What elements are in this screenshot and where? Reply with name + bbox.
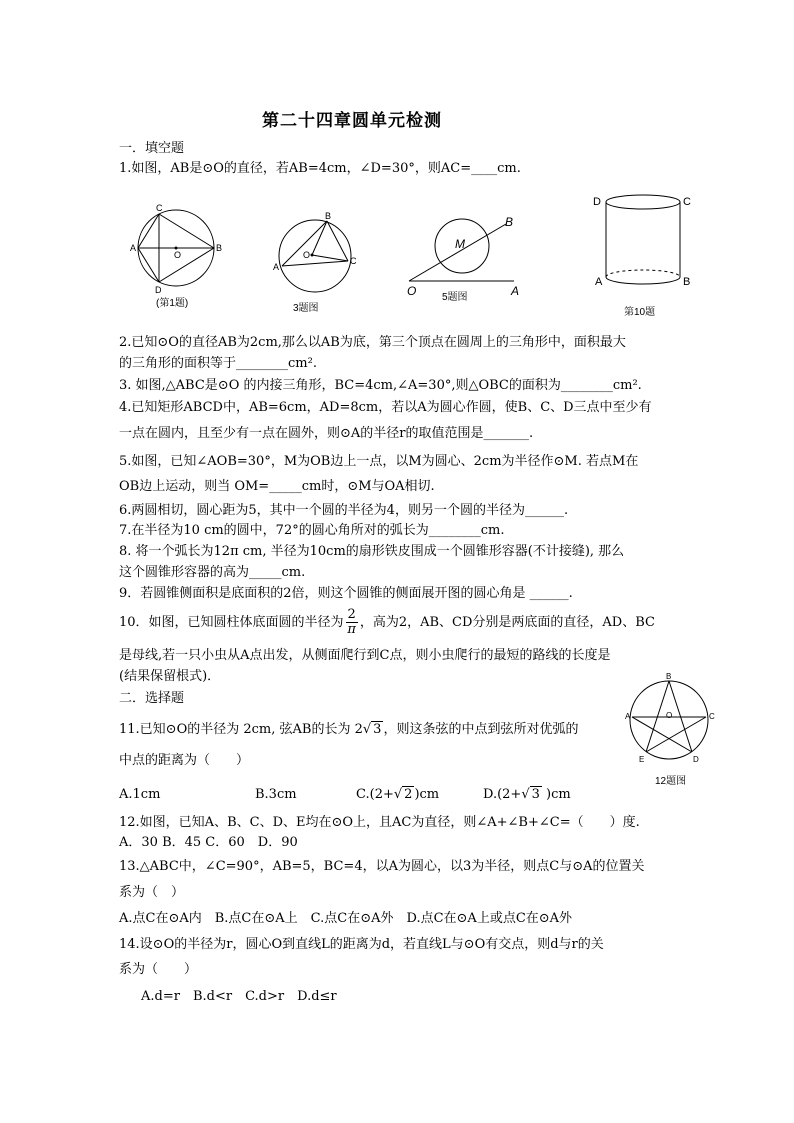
fig10-label-b: B [683,276,691,288]
fig5-label-a: A [511,284,520,298]
sqrt-radicand: 3 [373,722,382,737]
fig12-caption: 12题图 [655,776,687,787]
section-fill-blank-heading: 一．填空题 [119,141,185,156]
question-4-line-1: 4.已知矩形ABCD中，AB=6cm，AD=8cm，若以A为圆心作圆，使B、C、D三点中至少有 [119,400,652,415]
question-11-line-1 [119,720,578,740]
fig1-label-a: A [130,243,137,253]
question-11-suffix: ，则这条弦的中点到弦所对优弧的 [383,722,579,737]
fig1-label-o: O [174,250,182,260]
figure-5-angle-circle-diagram [404,212,529,307]
fig5-label-o: O [407,284,417,298]
sqrt-sign: √ [362,722,372,737]
question-14-options: A.d=r B.d<r C.d>r D.d≤r [141,989,337,1004]
question-10-line-2: 是母线,若一只小虫从A点出发，从侧面爬行到C点，则小虫爬行的最短的路线的长度是 [119,648,611,663]
question-11-prefix: 11.已知⊙O的半径为 2cm, 弦AB的长为 2 [119,722,363,737]
question-13-options: A.点C在⊙A内 B.点C在⊙A上 C.点C在⊙A外 D.点C在⊙A上或点C在⊙A外 [119,911,573,926]
question-1: 1.如图，AB是⊙O的直径，若AB=4cm，∠D=30°，则AC=____cm. [119,161,521,176]
fig12-label-c: C [709,712,715,721]
option-d-suffix: )cm [541,787,571,802]
figure-10-cylinder-diagram [590,190,705,320]
question-10-line-1 [119,608,655,638]
question-11-line-2: 中点的距离为（ ） [119,753,250,768]
fig5-label-b: B [505,215,514,229]
fig12-label-a: A [625,712,631,721]
fig10-label-d: D [593,196,601,208]
question-2-line-1: 2.已知⊙O的直径AB为2cm,那么以AB为底，第三个顶点在圆周上的三角形中，面积最大 [119,335,626,350]
fig3-label-b: B [325,211,332,221]
fig5-label-m: M [455,237,465,251]
question-13-line-2: 系为（ ） [119,885,185,900]
question-4-line-2: 一点在圆内，且至少有一点在圆外，则⊙A的半径r的取值范围是_______. [119,426,534,441]
fig5-caption: 5题图 [442,292,468,303]
question-12-options: A．30 B．45 C．60 D．90 [119,835,298,850]
fraction-numerator: 2 [347,607,356,622]
fig1-caption: (第1题) [156,298,189,309]
fig12-label-b: B [666,672,672,681]
question-8-line-2: 这个圆锥形容器的高为_____cm. [119,565,306,580]
fig10-caption: 第10题 [624,307,656,318]
option-b: B.3cm [255,787,297,802]
question-6: 6.两圆相切，圆心距为5，其中一个圆的半径为4，则另一个圆的半径为______. [119,503,569,518]
question-10-suffix: ，高为2，AB、CD分别是两底面的直径，AD、BC [359,615,655,630]
question-13-line-1: 13.△ABC中，∠C=90°，AB=5，BC=4，以A为圆心，以3为半径，则点C与⊙A的位置关 [119,859,645,874]
question-9: 9．若圆锥侧面积是底面积的2倍，则这个圆锥的侧面展开图的圆心角是 ______. [119,586,573,601]
option-c: C.(2+√ 2 )cm [356,787,440,802]
radius-fraction [346,608,358,637]
figure-12-star-circle-diagram [625,672,720,790]
fig12-label-o: O [666,711,673,720]
fig10-label-c: C [683,196,691,208]
question-12: 12.如图，已知A、B、C、D、E均在⊙O上，且AC为直径，则∠A+∠B+∠C=（ ）度. [119,815,640,830]
question-7: 7.在半径为10 cm的圆中，72°的圆心角所对的弧长为________cm. [119,523,505,538]
fig3-caption: 3题图 [293,303,319,314]
fig1-label-c: C [156,203,163,213]
option-d: D.(2+√ 3 )cm [483,787,571,802]
fig1-label-d: D [155,285,162,295]
question-5-line-2: OB边上运动，则当 OM=_____cm时，⊙M与OA相切. [119,479,435,494]
fig3-label-a: A [273,262,280,272]
fig3-label-o: O [303,250,311,260]
fig1-label-b: B [216,243,223,253]
figure-3-circle-diagram [270,210,365,320]
question-10-prefix: 10．如图，已知圆柱体底面圆的半径为 [119,615,344,630]
fig12-label-d: D [693,755,699,764]
option-d-radicand: 3 [531,787,540,802]
question-3: 3. 如图,△ABC是⊙O 的内接三角形，BC=4cm,∠A=30°,则△OBC的面积为________cm². [119,378,642,393]
fig10-label-a: A [595,276,603,288]
question-14-line-2: 系为（ ） [119,962,198,977]
question-5-line-1: 5.如图，已知∠AOB=30°，M为OB边上一点，以M为圆心、2cm为半径作⊙M. 若点M在 [119,454,639,469]
option-d-prefix: D.(2+ [483,787,522,802]
figure-1-circle-diagram [128,202,228,312]
option-c-suffix: )cm [414,787,440,802]
section-multiple-choice-heading: 二．选择题 [119,691,185,706]
fraction-denominator: π [347,622,356,637]
page-title: 第二十四章圆单元检测 [262,111,442,131]
option-c-radicand: 2 [404,787,413,802]
fig12-label-e: E [639,755,645,764]
question-2-line-2: 的三角形的面积等于________cm². [119,356,317,371]
option-a: A.1cm [119,787,161,802]
question-10-line-3: (结果保留根式)． [119,669,221,684]
fig3-label-c: C [350,256,357,266]
question-8-line-1: 8. 将一个弧长为12π cm, 半径为10cm的扇形铁皮围成一个圆锥形容器(不计接缝), 那么 [119,544,625,559]
option-c-prefix: C.(2+ [356,787,394,802]
question-14-line-1: 14.设⊙O的半径为r，圆心O到直线L的距离为d，若直线L与⊙O有交点，则d与r的关 [119,937,604,952]
